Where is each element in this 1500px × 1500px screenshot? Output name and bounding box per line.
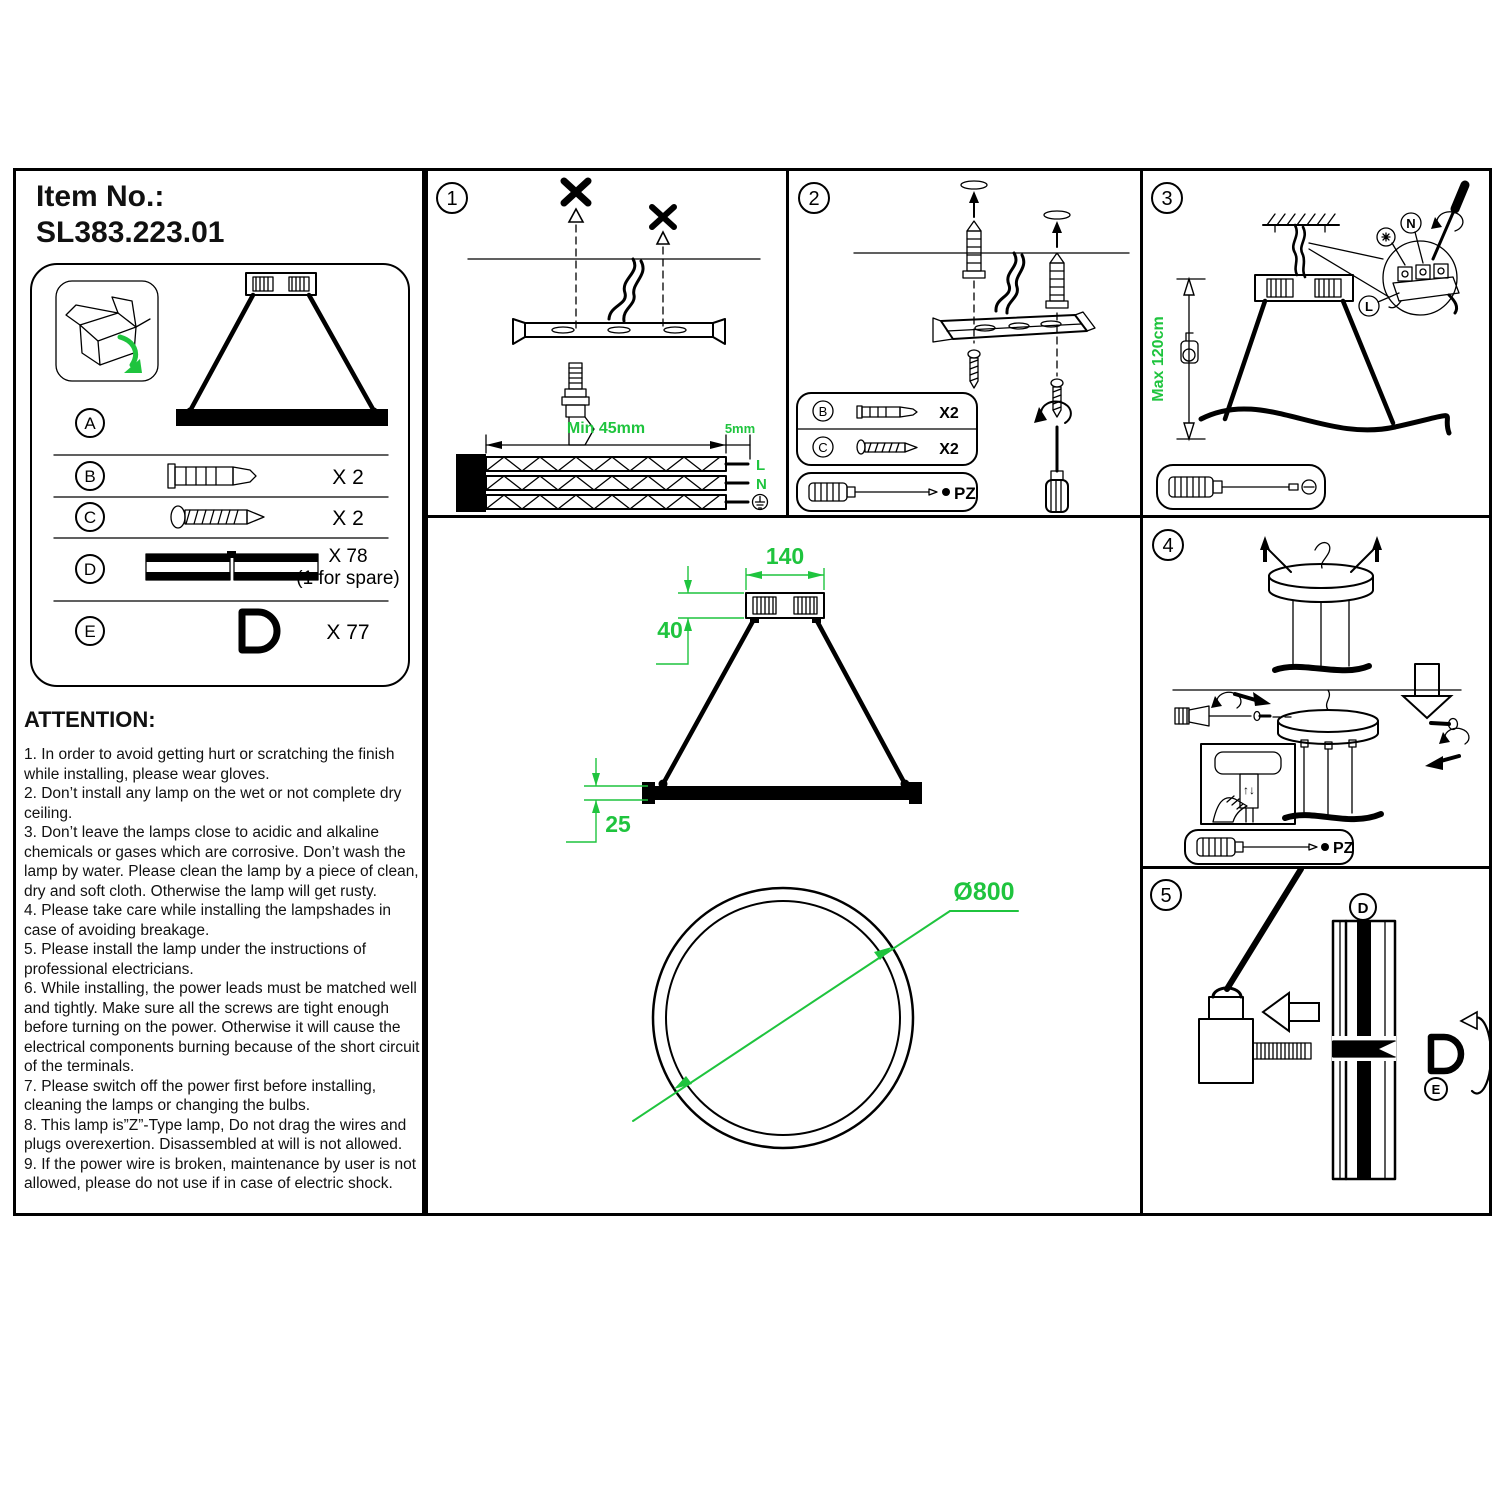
attention-item: 8. This lamp is”Z”-Type lamp, Do not drag the wires and plugs overexertion. Disassembled at will is not allowed. bbox=[24, 1116, 407, 1154]
clip-part-label bbox=[1425, 1078, 1447, 1100]
pz-bit-inset bbox=[797, 473, 977, 511]
no-drill-marks bbox=[564, 181, 674, 244]
parts-and-attention-panel bbox=[13, 168, 425, 1216]
attention-item: 9. If the power wire is broken, maintenance by user is not allowed, please do not use if in case of electric shock. bbox=[24, 1155, 417, 1193]
ring-height-label: 25 bbox=[605, 811, 631, 837]
step4-number bbox=[1153, 530, 1183, 560]
pz-bit-inset bbox=[1185, 830, 1354, 864]
attention-item: 4. Please take care while installing the lampshades in case of avoiding breakage. bbox=[24, 902, 392, 939]
part-row-c bbox=[76, 503, 364, 531]
part-label-a bbox=[76, 409, 104, 437]
svg-text:E: E bbox=[84, 622, 96, 641]
rail-part-label bbox=[1350, 894, 1376, 920]
part-row-b bbox=[76, 462, 364, 490]
step4-drawing bbox=[1143, 518, 1489, 866]
step2-number bbox=[799, 183, 829, 213]
part-b-ref: B bbox=[818, 404, 828, 419]
step1-panel bbox=[425, 168, 789, 518]
ceiling-wires bbox=[609, 259, 643, 321]
item-number-block bbox=[36, 179, 224, 251]
suspension-left bbox=[1225, 301, 1265, 419]
wire-adjust-inset bbox=[1201, 744, 1295, 824]
svg-text:X 77: X 77 bbox=[326, 621, 370, 644]
strip-length-label: 5mm bbox=[724, 421, 756, 436]
attention-item: 7. Please switch off the power first before installing, cleaning the lamps or changing the bulbs. bbox=[24, 1077, 377, 1115]
attention-item: 6. While installing, the power leads must be matched well and tightly. Make sure all the screws are tight enough before turning on the power. Otherwise it will cause the electrical components burning because of the short circuit of the terminals. bbox=[24, 980, 420, 1076]
hardware-inset bbox=[797, 393, 977, 465]
diameter-label: Ø800 bbox=[953, 878, 1015, 906]
clip-part bbox=[1431, 1037, 1461, 1071]
dimension-drawing bbox=[428, 518, 1140, 1213]
step1-drawing bbox=[428, 171, 786, 515]
step2-panel bbox=[786, 168, 1143, 518]
svg-text:1: 1 bbox=[446, 188, 458, 210]
unbox-icon bbox=[56, 281, 158, 381]
svg-text:X 78: X 78 bbox=[328, 546, 368, 567]
live-label: L bbox=[756, 457, 766, 474]
wall-anchor-right bbox=[1046, 221, 1068, 308]
svg-text:N: N bbox=[1406, 216, 1416, 231]
dimensions-panel bbox=[425, 515, 1143, 1216]
step4-panel bbox=[1140, 515, 1492, 869]
step3-drawing bbox=[1143, 171, 1489, 515]
lamp-drawing bbox=[176, 273, 388, 426]
svg-text:5: 5 bbox=[1160, 885, 1172, 907]
canopy-drop-label: 40 bbox=[657, 617, 683, 643]
cord-grip-parts bbox=[1175, 692, 1291, 726]
diameter-dimension bbox=[633, 878, 1018, 1121]
wall-anchor-left bbox=[963, 191, 985, 278]
attention-item: 5. Please install the lamp under the instructions of professional electricians. bbox=[24, 941, 367, 978]
width-dimension bbox=[746, 543, 824, 590]
step3-number bbox=[1152, 183, 1182, 213]
item-number-value: SL383.223.01 bbox=[36, 216, 225, 249]
drop-dimension bbox=[656, 566, 744, 664]
step2-drawing bbox=[789, 171, 1140, 515]
step5-number bbox=[1151, 880, 1181, 910]
insert-arrow bbox=[1263, 993, 1319, 1031]
svg-text:(1 for spare): (1 for spare) bbox=[296, 568, 400, 589]
svg-text:X 2: X 2 bbox=[332, 507, 364, 530]
step5-panel bbox=[1140, 866, 1492, 1216]
rotate-arrow bbox=[1461, 1012, 1489, 1093]
ceiling-hatch bbox=[1263, 214, 1339, 232]
ring-side-view bbox=[642, 782, 922, 804]
ceiling-wires bbox=[996, 253, 1024, 313]
down-arrow bbox=[1403, 664, 1451, 718]
mounted-canopy bbox=[1278, 690, 1381, 819]
svg-text:C: C bbox=[83, 508, 97, 527]
canopy bbox=[1255, 275, 1353, 301]
suspension-connector bbox=[1199, 869, 1311, 1083]
neutral-terminal-label bbox=[1401, 213, 1423, 263]
updown-arrows-icon: ↑↓ bbox=[1243, 783, 1255, 797]
wire-strip-diagram bbox=[456, 420, 768, 512]
attention-title: ATTENTION: bbox=[24, 707, 156, 732]
mounting-bracket bbox=[933, 312, 1095, 342]
svg-text:D: D bbox=[83, 560, 97, 579]
suspension-right bbox=[817, 621, 905, 784]
flat-screwdriver-inset bbox=[1157, 465, 1325, 509]
svg-text:4: 4 bbox=[1162, 535, 1174, 557]
earth-icon bbox=[753, 495, 768, 510]
svg-text:3: 3 bbox=[1161, 188, 1173, 210]
parts-list bbox=[28, 261, 414, 691]
canopy-width-label: 140 bbox=[765, 543, 805, 569]
rail-part bbox=[1332, 921, 1396, 1179]
item-number-label: Item No.: bbox=[36, 180, 165, 213]
step1-number bbox=[437, 183, 467, 213]
pz-label: PZ bbox=[1333, 840, 1354, 857]
screw-left bbox=[968, 350, 980, 388]
part-row-e bbox=[76, 612, 370, 650]
ring-height-dimension bbox=[566, 758, 648, 842]
live-terminal-label bbox=[1359, 293, 1399, 316]
suspension-right bbox=[1343, 301, 1393, 423]
max-drop-label: Max 120cm bbox=[1150, 316, 1167, 402]
svg-text:2: 2 bbox=[808, 188, 820, 210]
led-segment-icon bbox=[146, 551, 318, 580]
mounting-bracket bbox=[513, 319, 725, 344]
attention-item: 2. Don’t install any lamp on the wet or not complete dry ceiling. bbox=[24, 785, 402, 822]
attention-item: 3. Don’t leave the lamps close to acidic and alkaline chemicals or gases which are corrosive. Don’t wash the lamp by water. Please clean the lamp by a piece of clean, dry and soft cloth. Otherwise the lamp will get rusty. bbox=[24, 824, 419, 900]
part-row-d bbox=[76, 546, 400, 589]
screw-right bbox=[1051, 379, 1063, 417]
clip-icon bbox=[242, 612, 277, 650]
canopy-with-springs bbox=[1260, 536, 1382, 670]
qty-c: X2 bbox=[939, 441, 959, 458]
ring-top-view bbox=[653, 888, 913, 1148]
canopy-side-view bbox=[746, 593, 824, 623]
svg-text:L: L bbox=[1365, 299, 1373, 314]
height-dimension bbox=[1150, 279, 1205, 439]
svg-text:B: B bbox=[84, 467, 96, 486]
ring-curve bbox=[1201, 409, 1449, 433]
screw-icon bbox=[171, 506, 264, 528]
attention-list bbox=[24, 745, 426, 1194]
neutral-label: N bbox=[756, 476, 767, 493]
step5-drawing bbox=[1143, 869, 1489, 1213]
qty-b: X2 bbox=[939, 405, 959, 422]
pz-label: PZ bbox=[954, 484, 976, 503]
part-c-ref: C bbox=[818, 440, 828, 455]
min-length-label: Min 45mm bbox=[566, 420, 646, 437]
svg-text:A: A bbox=[84, 414, 96, 433]
wall-anchor-icon bbox=[168, 464, 256, 488]
screwdriver bbox=[1034, 401, 1071, 512]
svg-text:E: E bbox=[1431, 1082, 1441, 1097]
svg-text:D: D bbox=[1357, 900, 1369, 917]
terminal-detail bbox=[1359, 185, 1465, 316]
side-screw bbox=[1425, 719, 1469, 771]
attention-item: 1. In order to avoid getting hurt or scratching the finish while installing, please wear gloves. bbox=[24, 746, 395, 783]
suspension-left bbox=[663, 621, 753, 784]
svg-text:X 2: X 2 bbox=[332, 466, 364, 489]
step3-panel bbox=[1140, 168, 1492, 518]
